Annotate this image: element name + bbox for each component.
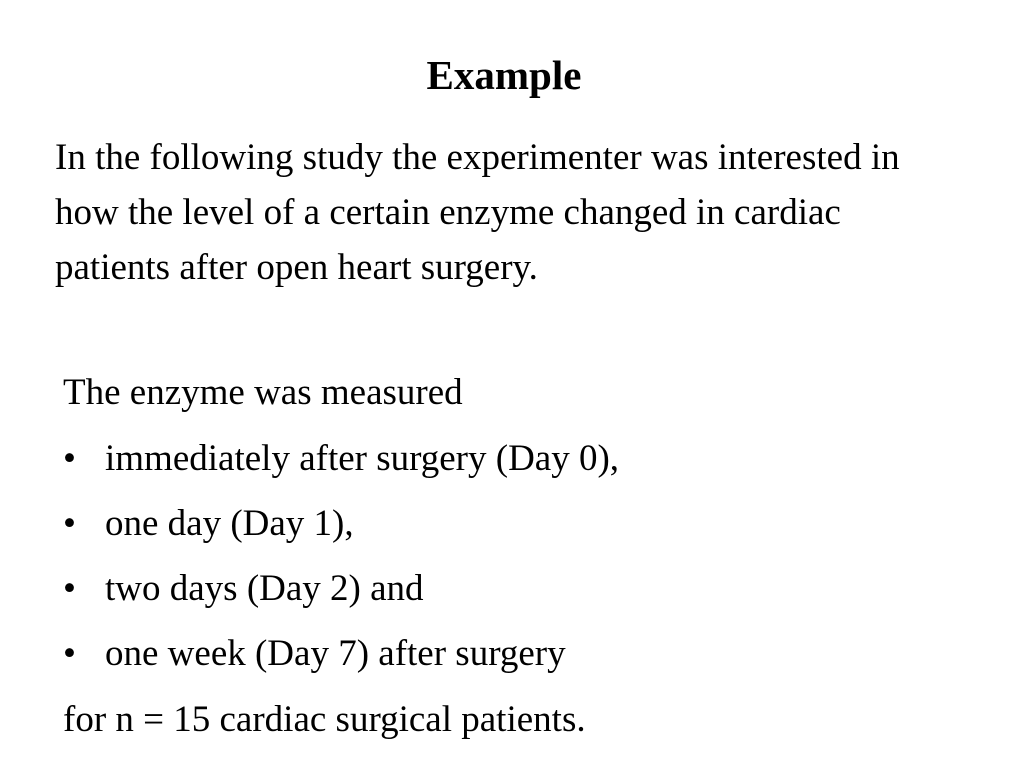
list-item-text: one day (Day 1), bbox=[105, 503, 354, 544]
list-item-text: one week (Day 7) after surgery bbox=[105, 633, 566, 674]
bullet-icon: • bbox=[63, 568, 76, 609]
bullet-icon: • bbox=[63, 633, 76, 674]
bullet-icon: • bbox=[63, 438, 76, 479]
measurement-lead-text: The enzyme was measured bbox=[63, 372, 463, 413]
list-item-text: immediately after surgery (Day 0), bbox=[105, 438, 620, 479]
closing-text: for n = 15 cardiac surgical patients. bbox=[63, 699, 586, 740]
intro-paragraph: In the following study the experimenter was interested in how the level of a certain enzyme changed in cardiac patients after open heart surgery. bbox=[55, 137, 900, 288]
list-item-text: two days (Day 2) and bbox=[105, 568, 424, 609]
slide-title: Example bbox=[426, 52, 582, 98]
bullet-icon: • bbox=[63, 503, 76, 544]
